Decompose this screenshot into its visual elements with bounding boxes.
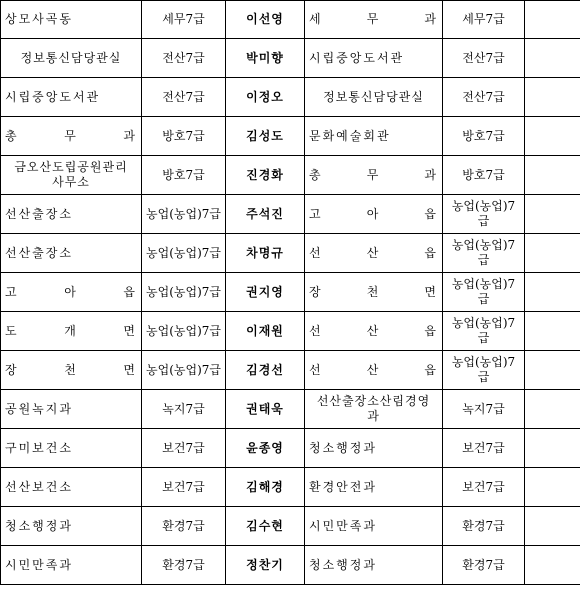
employee-name-cell: 주석진	[226, 195, 305, 234]
empty-cell	[525, 468, 580, 507]
new-grade-cell: 농업(농업)7급	[443, 234, 525, 273]
previous-grade-cell: 환경7급	[142, 507, 226, 546]
table-row	[1, 273, 580, 312]
previous-department-cell: 정보통신담당관실	[1, 39, 142, 78]
new-department-cell: 선 산 읍	[305, 234, 443, 273]
employee-name-cell: 김성도	[226, 117, 305, 156]
previous-grade-cell: 세무7급	[142, 1, 226, 39]
employee-name-cell: 권태욱	[226, 390, 305, 429]
new-department-cell: 고 아 읍	[305, 195, 443, 234]
table-row	[1, 351, 580, 390]
table-body	[1, 1, 580, 585]
new-grade-cell: 보건7급	[443, 429, 525, 468]
employee-name-cell: 김해경	[226, 468, 305, 507]
previous-grade-cell: 농업(농업)7급	[142, 234, 226, 273]
table-row	[1, 1, 580, 39]
table-row	[1, 507, 580, 546]
new-grade-cell: 농업(농업)7급	[443, 312, 525, 351]
empty-cell	[525, 78, 580, 117]
table-row	[1, 468, 580, 507]
new-grade-cell: 환경7급	[443, 546, 525, 585]
new-grade-cell: 농업(농업)7급	[443, 273, 525, 312]
employee-name-cell: 김수현	[226, 507, 305, 546]
new-grade-cell: 세무7급	[443, 1, 525, 39]
table-row	[1, 156, 580, 195]
previous-department-cell: 장 천 면	[1, 351, 142, 390]
empty-cell	[525, 429, 580, 468]
new-department-cell: 선 산 읍	[305, 312, 443, 351]
new-grade-cell: 환경7급	[443, 507, 525, 546]
new-department-cell: 총 무 과	[305, 156, 443, 195]
previous-grade-cell: 농업(농업)7급	[142, 195, 226, 234]
new-grade-cell: 방호7급	[443, 117, 525, 156]
employee-name-cell: 진경화	[226, 156, 305, 195]
new-grade-cell: 전산7급	[443, 39, 525, 78]
previous-department-cell: 선산출장소	[1, 195, 142, 234]
previous-grade-cell: 농업(농업)7급	[142, 312, 226, 351]
previous-grade-cell: 보건7급	[142, 429, 226, 468]
employee-name-cell: 김경선	[226, 351, 305, 390]
table-row	[1, 234, 580, 273]
new-department-cell: 청소행정과	[305, 429, 443, 468]
employee-name-cell: 이재원	[226, 312, 305, 351]
previous-department-cell: 도 개 면	[1, 312, 142, 351]
previous-department-cell: 총 무 과	[1, 117, 142, 156]
previous-grade-cell: 환경7급	[142, 546, 226, 585]
employee-name-cell: 권지영	[226, 273, 305, 312]
previous-grade-cell: 방호7급	[142, 117, 226, 156]
empty-cell	[525, 1, 580, 39]
new-grade-cell: 농업(농업)7급	[443, 351, 525, 390]
previous-department-cell: 시립중앙도서관	[1, 78, 142, 117]
new-department-cell: 시민만족과	[305, 507, 443, 546]
table-row	[1, 390, 580, 429]
previous-grade-cell: 전산7급	[142, 39, 226, 78]
empty-cell	[525, 312, 580, 351]
new-department-cell: 시립중앙도서관	[305, 39, 443, 78]
new-department-cell: 문화예술회관	[305, 117, 443, 156]
table-row	[1, 312, 580, 351]
employee-name-cell: 이정오	[226, 78, 305, 117]
previous-department-cell: 청소행정과	[1, 507, 142, 546]
previous-department-cell: 시민만족과	[1, 546, 142, 585]
new-department-cell: 선산출장소산림경영과	[305, 390, 443, 429]
table-row	[1, 429, 580, 468]
employee-name-cell: 이선영	[226, 1, 305, 39]
table-row	[1, 78, 580, 117]
table-row	[1, 117, 580, 156]
table-row	[1, 546, 580, 585]
new-grade-cell: 보건7급	[443, 468, 525, 507]
empty-cell	[525, 507, 580, 546]
employee-name-cell: 윤종영	[226, 429, 305, 468]
new-department-cell: 선 산 읍	[305, 351, 443, 390]
previous-grade-cell: 방호7급	[142, 156, 226, 195]
previous-grade-cell: 농업(농업)7급	[142, 273, 226, 312]
new-department-cell: 세 무 과	[305, 1, 443, 39]
empty-cell	[525, 195, 580, 234]
empty-cell	[525, 156, 580, 195]
previous-department-cell: 상모사곡동	[1, 1, 142, 39]
empty-cell	[525, 234, 580, 273]
empty-cell	[525, 117, 580, 156]
new-department-cell: 환경안전과	[305, 468, 443, 507]
employee-name-cell: 정찬기	[226, 546, 305, 585]
previous-grade-cell: 녹지7급	[142, 390, 226, 429]
previous-department-cell: 금오산도립공원관리사무소	[1, 156, 142, 195]
previous-grade-cell: 보건7급	[142, 468, 226, 507]
new-department-cell: 정보통신담당관실	[305, 78, 443, 117]
empty-cell	[525, 351, 580, 390]
previous-grade-cell: 전산7급	[142, 78, 226, 117]
previous-department-cell: 선산출장소	[1, 234, 142, 273]
empty-cell	[525, 546, 580, 585]
empty-cell	[525, 39, 580, 78]
table-row	[1, 195, 580, 234]
previous-department-cell: 선산보건소	[1, 468, 142, 507]
previous-department-cell: 고 아 읍	[1, 273, 142, 312]
empty-cell	[525, 390, 580, 429]
new-department-cell: 청소행정과	[305, 546, 443, 585]
previous-department-cell: 공원녹지과	[1, 390, 142, 429]
previous-department-cell: 구미보건소	[1, 429, 142, 468]
employee-name-cell: 차명규	[226, 234, 305, 273]
new-grade-cell: 방호7급	[443, 156, 525, 195]
previous-grade-cell: 농업(농업)7급	[142, 351, 226, 390]
new-department-cell: 장 천 면	[305, 273, 443, 312]
new-grade-cell: 전산7급	[443, 78, 525, 117]
table-row	[1, 39, 580, 78]
empty-cell	[525, 273, 580, 312]
new-grade-cell: 농업(농업)7급	[443, 195, 525, 234]
employee-name-cell: 박미향	[226, 39, 305, 78]
new-grade-cell: 녹지7급	[443, 390, 525, 429]
